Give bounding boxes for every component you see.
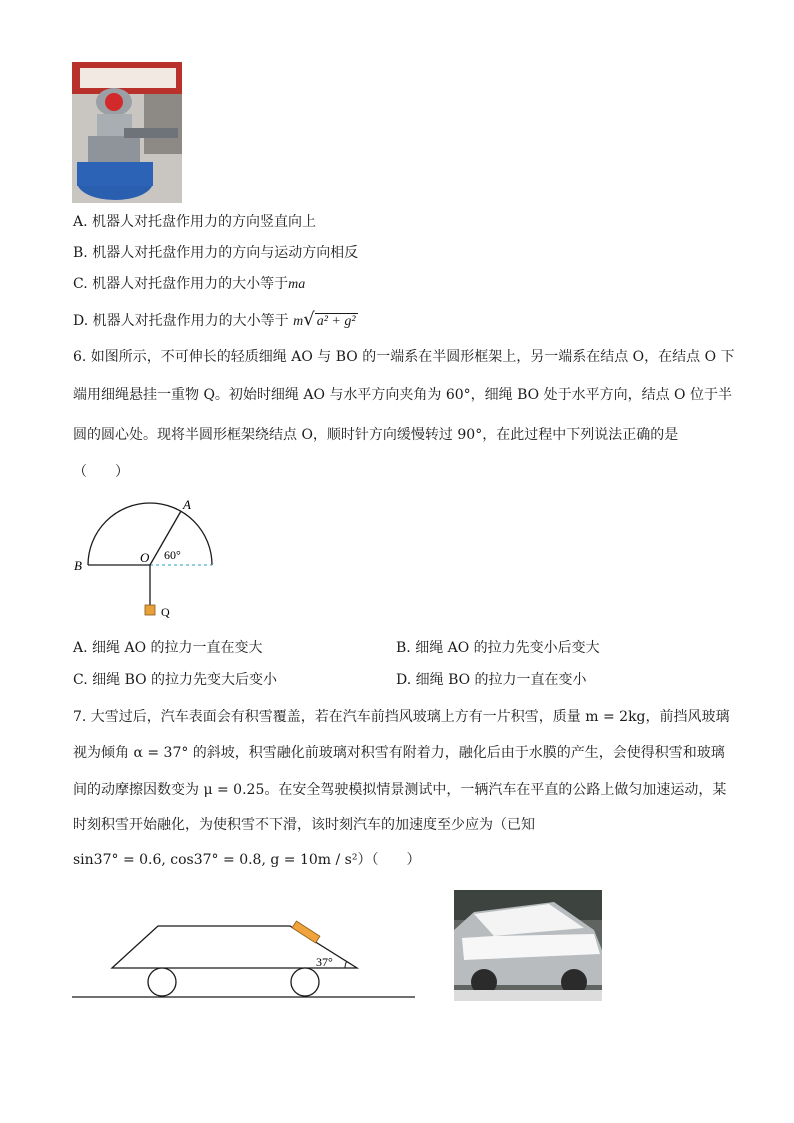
q6-stem-line1: 6. 如图所示，不可伸长的轻质细绳 AO 与 BO 的一端系在半圆形框架上，另一端系在结点 O，在结点 O 下 bbox=[73, 349, 735, 365]
q6-option-b: B. 细绳 AO 的拉力先变小后变大 bbox=[396, 640, 600, 656]
angle-arc bbox=[345, 961, 347, 968]
q6-diagram bbox=[70, 495, 230, 620]
rear-wheel bbox=[291, 968, 319, 996]
q5-option-c bbox=[73, 274, 305, 295]
q7-stem-line1: 7. 大雪过后，汽车表面会有积雪覆盖，若在汽车前挡风玻璃上方有一片积雪，质量 m = 2kg，前挡风玻璃 bbox=[73, 709, 730, 725]
q6-bracket: （ ） bbox=[73, 464, 129, 480]
q5-option-d-m: m bbox=[293, 314, 304, 329]
q5-option-d bbox=[73, 310, 358, 332]
q5-option-d-radicand: a² + g² bbox=[316, 314, 356, 329]
q5-option-c-text: C. 机器人对托盘作用力的大小等于 bbox=[73, 276, 289, 292]
angle-label: 60° bbox=[164, 548, 181, 562]
q6-option-c: C. 细绳 BO 的拉力先变大后变小 bbox=[73, 672, 278, 688]
label-o: O bbox=[140, 550, 150, 565]
q7-stem-line3: 间的动摩擦因数变为 μ = 0.25。在安全驾驶模拟情景测试中，一辆汽车在平直的公路上做匀加速运动，某 bbox=[73, 782, 727, 798]
front-wheel bbox=[148, 968, 176, 996]
angle-37-label: 37° bbox=[316, 955, 333, 969]
q7-stem-line4: 时刻积雪开始融化，为使积雪不下滑，该时刻汽车的加速度至少应为（已知 bbox=[73, 817, 535, 833]
label-b: B bbox=[74, 558, 82, 573]
q7-stem-line5: sin37° = 0.6, cos37° = 0.8, g = 10m / s²）（ ） bbox=[73, 852, 421, 868]
q6-stem-line3: 圆的圆心处。现将半圆形框架绕结点 O，顺时针方向缓慢转过 90°，在此过程中下列说法正确的是 bbox=[73, 427, 679, 443]
q5-option-a: A. 机器人对托盘作用力的方向竖直向上 bbox=[73, 214, 317, 230]
q5-option-d-text: D. 机器人对托盘作用力的大小等于 bbox=[73, 313, 289, 329]
label-q: Q bbox=[161, 605, 170, 619]
q5-option-c-formula: ma bbox=[288, 277, 306, 292]
weight-q bbox=[145, 605, 155, 615]
snowy-car-photo bbox=[454, 890, 602, 1001]
q6-option-a: A. 细绳 AO 的拉力一直在变大 bbox=[73, 640, 263, 656]
robot-photo bbox=[72, 62, 182, 203]
q7-car-diagram bbox=[70, 918, 420, 1003]
q6-option-d: D. 细绳 BO 的拉力一直在变小 bbox=[396, 672, 587, 688]
sqrt-sign: √ bbox=[303, 309, 315, 330]
label-a: A bbox=[183, 497, 191, 512]
semicircle-frame bbox=[88, 503, 212, 565]
snow-block bbox=[292, 921, 320, 943]
q7-stem-line2: 视为倾角 α = 37° 的斜坡，积雪融化前玻璃对积雪有附着力，融化后由于水膜的产生，会使得积雪和玻璃 bbox=[73, 745, 725, 761]
q6-stem-line2: 端用细绳悬挂一重物 Q。初始时细绳 AO 与水平方向夹角为 60°，细绳 BO 处于水平方向，结点 O 位于半 bbox=[73, 387, 732, 403]
q5-option-b: B. 机器人对托盘作用力的方向与运动方向相反 bbox=[73, 245, 359, 261]
